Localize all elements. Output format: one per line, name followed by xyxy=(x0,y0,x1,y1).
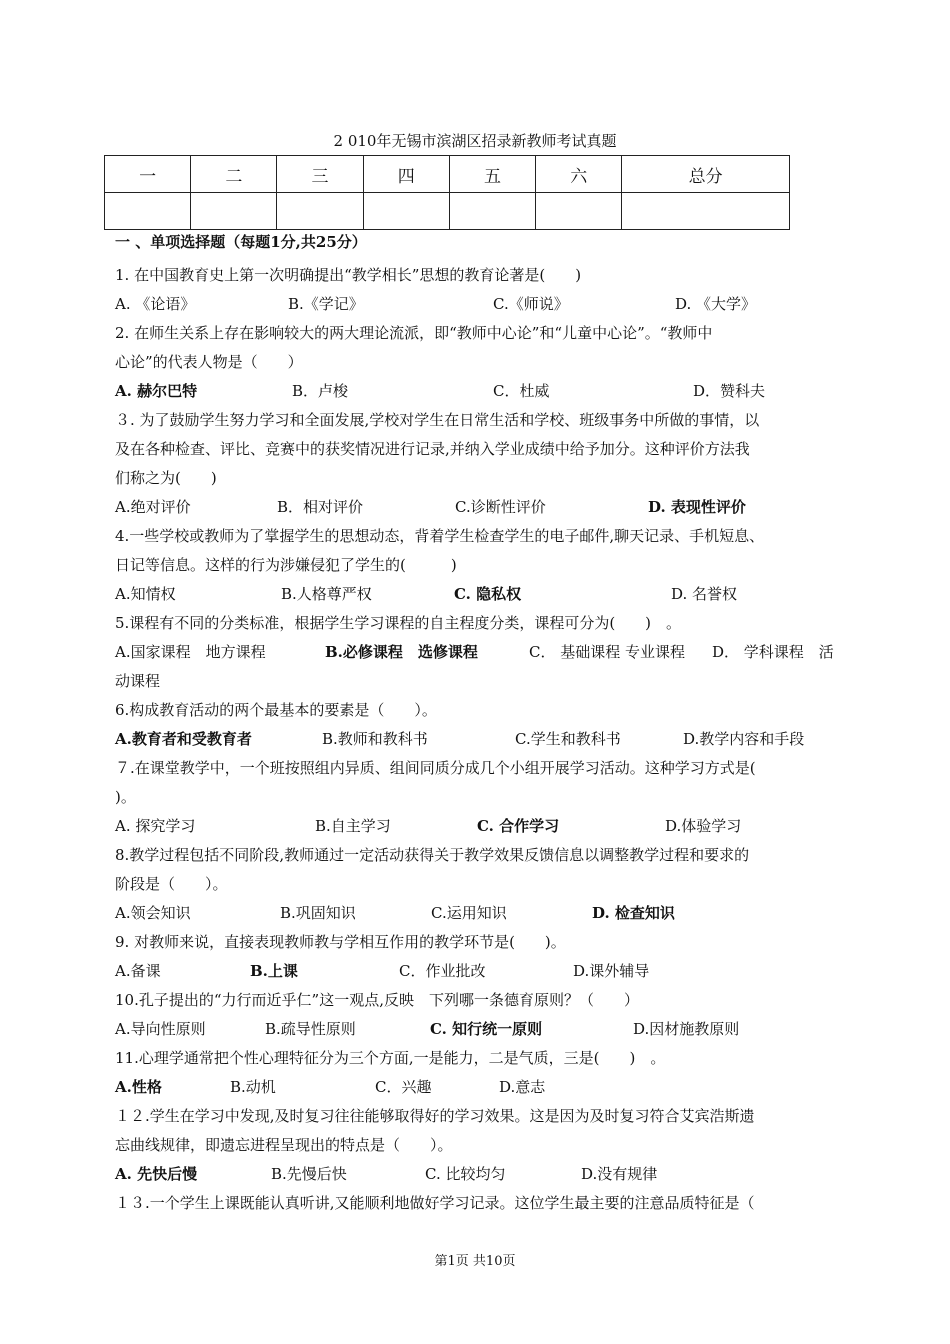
option-a: A.绝对评价 xyxy=(115,498,191,516)
score-table xyxy=(104,155,790,230)
question-10: 10.孔子提出的“力行而近乎仁”这一观点,反映 下列哪一条德育原则？（ ） xyxy=(115,991,639,1009)
option-b: B.教师和教科书 xyxy=(322,730,428,748)
score-value-cell xyxy=(277,193,363,230)
question-2-line-2: 心论”的代表人物是（ ） xyxy=(115,353,303,371)
score-header-cell-total: 总分 xyxy=(622,156,790,193)
question-5-options-continued: 动课程 xyxy=(115,672,161,690)
question-2-line-1: 2. 在师生关系上存在影响较大的两大理论流派，即“教师中心论”和“儿童中心论”。“教师中 xyxy=(115,324,713,342)
question-4-line-2: 日记等信息。这样的行为涉嫌侵犯了学生的( ) xyxy=(115,556,457,574)
score-value-cell xyxy=(363,193,449,230)
option-d: D.意志 xyxy=(499,1078,546,1096)
question-8-line-1: 8.教学过程包括不同阶段,教师通过一定活动获得关于教学效果反馈信息以调整教学过程和要求的 xyxy=(115,846,750,864)
score-table-header-row xyxy=(105,156,790,193)
question-7-line-2: )。 xyxy=(115,788,136,806)
question-12-line-1: １２.学生在学习中发现,及时复习往往能够取得好的学习效果。这是因为及时复习符合艾宾浩斯遗 xyxy=(115,1107,755,1125)
option-c: C. 合作学习 xyxy=(477,817,560,835)
option-c: C. 隐私权 xyxy=(454,585,522,603)
option-b: B.上课 xyxy=(250,962,298,980)
option-b: B．卢梭 xyxy=(292,382,349,400)
question-3-line-1: ３. 为了鼓励学生努力学习和全面发展,学校对学生在日常生活和学校、班级事务中所做的事情，以 xyxy=(115,411,760,429)
score-value-cell xyxy=(536,193,622,230)
option-a: A.导向性原则 xyxy=(115,1020,206,1038)
option-c: C. 知行统一原则 xyxy=(430,1020,543,1038)
option-b: B.人格尊严权 xyxy=(281,585,372,603)
question-1: 1. 在中国教育史上第一次明确提出“教学相长”思想的教育论著是( ) xyxy=(115,266,582,284)
option-d: D.教学内容和手段 xyxy=(683,730,805,748)
question-3-line-3: 们称之为( ) xyxy=(115,469,217,487)
question-11: 11.心理学通常把个性心理特征分为三个方面,一是能力，二是气质，三是( ) 。 xyxy=(115,1049,666,1067)
question-4-options xyxy=(115,580,855,609)
question-13-line-1: １３.一个学生上课既能认真听讲,又能顺利地做好学习记录。这位学生最主要的注意品质特征是（ xyxy=(115,1194,755,1212)
option-d: D. 名誉权 xyxy=(671,585,738,603)
question-7-line-1: ７.在课堂教学中，一个班按照组内异质、组间同质分成几个小组开展学习活动。这种学习方式是( xyxy=(115,759,756,777)
option-d: D.体验学习 xyxy=(665,817,742,835)
score-value-cell xyxy=(191,193,277,230)
question-8-options xyxy=(115,899,855,928)
option-a: A. 赫尔巴特 xyxy=(115,382,198,400)
question-5-options xyxy=(115,638,855,667)
question-3-line-2: 及在各种检查、评比、竞赛中的获奖情况进行记录,并纳入学业成绩中给予加分。这种评价方法我 xyxy=(115,440,750,458)
option-c: C.《师说》 xyxy=(493,295,569,313)
question-6-options xyxy=(115,725,855,754)
question-9: 9. 对教师来说，直接表现教师教与学相互作用的教学环节是( )。 xyxy=(115,933,566,951)
score-value-cell xyxy=(105,193,191,230)
option-c: C．杜威 xyxy=(493,382,550,400)
option-a: A.备课 xyxy=(115,962,161,980)
option-d: D.没有规律 xyxy=(581,1165,658,1183)
option-a: A. 探究学习 xyxy=(115,817,196,835)
option-d: D.因材施教原则 xyxy=(633,1020,740,1038)
question-9-options xyxy=(115,957,855,986)
question-2-options xyxy=(115,377,855,406)
question-7-options xyxy=(115,812,855,841)
option-a: A. 先快后慢 xyxy=(115,1165,198,1183)
score-header-cell: 五 xyxy=(449,156,535,193)
option-c: C． 基础课程 专业课程 xyxy=(529,643,686,661)
option-d: D. 《大学》 xyxy=(675,295,757,313)
document-title: 2 010年无锡市滨湖区招录新教师考试真题 xyxy=(333,132,617,150)
score-header-cell: 一 xyxy=(105,156,191,193)
option-a: A.教育者和受教育者 xyxy=(115,730,252,748)
option-b: B.疏导性原则 xyxy=(265,1020,356,1038)
option-d: D. 表现性评价 xyxy=(648,498,746,516)
option-b: B.《学记》 xyxy=(288,295,364,313)
option-d: D. 检查知识 xyxy=(592,904,675,922)
option-b: B.先慢后快 xyxy=(271,1165,347,1183)
option-d: D． 学科课程 活 xyxy=(712,643,834,661)
score-header-cell: 四 xyxy=(363,156,449,193)
option-d: D．赞科夫 xyxy=(693,382,766,400)
question-3-options xyxy=(115,493,855,522)
option-c: C．兴趣 xyxy=(375,1078,432,1096)
score-table-value-row xyxy=(105,193,790,230)
option-b: B.必修课程 选修课程 xyxy=(325,643,478,661)
question-5: 5.课程有不同的分类标准，根据学生学习课程的自主程度分类，课程可分为( ) 。 xyxy=(115,614,682,632)
option-c: C. 比较均匀 xyxy=(425,1165,506,1183)
score-header-cell: 二 xyxy=(191,156,277,193)
question-1-options xyxy=(115,290,855,319)
option-b: B.动机 xyxy=(230,1078,276,1096)
option-c: C.诊断性评价 xyxy=(455,498,546,516)
question-list xyxy=(115,232,855,1218)
question-12-line-2: 忘曲线规律，即遗忘进程呈现出的特点是（ ）。 xyxy=(115,1136,453,1154)
option-c: C.学生和教科书 xyxy=(515,730,621,748)
option-b: B.巩固知识 xyxy=(280,904,356,922)
option-c: C．作业批改 xyxy=(399,962,486,980)
question-12-options xyxy=(115,1160,855,1189)
option-b: B.自主学习 xyxy=(315,817,391,835)
option-a: A.知情权 xyxy=(115,585,176,603)
score-value-cell xyxy=(449,193,535,230)
option-d: D.课外辅导 xyxy=(573,962,650,980)
option-a: A. 《论语》 xyxy=(115,295,196,313)
option-a: A.领会知识 xyxy=(115,904,191,922)
option-b: B．相对评价 xyxy=(277,498,364,516)
section-heading: 一 、单项选择题（每题1分,共25分） xyxy=(115,233,367,251)
question-8-line-2: 阶段是（ ）。 xyxy=(115,875,228,893)
score-header-cell: 六 xyxy=(536,156,622,193)
question-6: 6.构成教育活动的两个最基本的要素是（ ）。 xyxy=(115,701,437,719)
page-footer: 第1页 共10页 xyxy=(434,1254,516,1269)
question-10-options xyxy=(115,1015,855,1044)
score-header-cell: 三 xyxy=(277,156,363,193)
option-a: A.性格 xyxy=(115,1078,162,1096)
question-11-options xyxy=(115,1073,855,1102)
question-4-line-1: 4.一些学校或教师为了掌握学生的思想动态，背着学生检查学生的电子邮件,聊天记录、手机短息、 xyxy=(115,527,765,545)
option-c: C.运用知识 xyxy=(431,904,507,922)
option-a: A.国家课程 地方课程 xyxy=(115,643,266,661)
score-value-cell-total xyxy=(622,193,790,230)
